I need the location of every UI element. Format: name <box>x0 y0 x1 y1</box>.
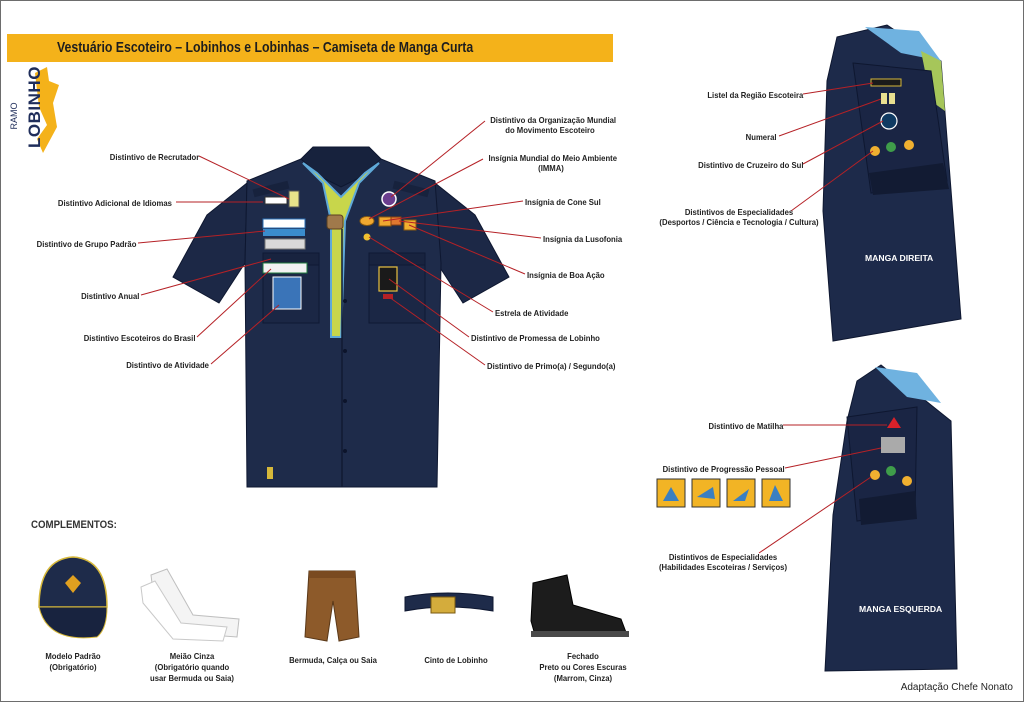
caption-bermuda-line1: Bermuda, Calça ou Saia <box>289 655 377 665</box>
cap-illustration <box>39 557 107 638</box>
label-especialidades-direita <box>656 207 822 227</box>
label-cruzeiro: Distintivo de Cruzeiro do Sul <box>697 160 803 170</box>
label-imma-line2: (IMMA) <box>538 163 564 173</box>
label-especialidades-direita-line1: Distintivos de Especialidades <box>684 207 794 217</box>
label-escoteiros-brasil: Distintivo Escoteiros do Brasil <box>83 333 195 343</box>
label-promessa: Distintivo de Promessa de Lobinho <box>471 333 600 343</box>
caption-bermuda <box>276 655 390 666</box>
label-organizacao-mundial-line1: Distintivo da Organização Mundial <box>490 115 617 125</box>
caption-manga-esquerda: MANGA ESQUERDA <box>859 604 943 614</box>
label-anual: Distintivo Anual <box>80 291 139 301</box>
illustration-canvas <box>1 1 1023 701</box>
label-listel: Listel da Região Escoteira <box>707 90 803 100</box>
caption-calcado-line2: Preto ou Cores Escuras <box>539 662 627 672</box>
caption-meiao-line3: usar Bermuda ou Saia) <box>150 673 234 683</box>
label-cone-sul: Insígnia de Cone Sul <box>525 197 601 207</box>
belt-illustration <box>405 593 493 613</box>
label-progressao: Distintivo de Progressão Pessoal <box>662 464 785 474</box>
branch-name: LOBINHO <box>25 66 44 148</box>
caption-meiao-line2: (Obrigatório quando <box>154 662 230 672</box>
label-atividade: Distintivo de Atividade <box>126 360 209 370</box>
label-especialidades-esquerda-line1: Distintivos de Especialidades <box>668 552 778 562</box>
label-especialidades-esquerda-line2: (Habilidades Escoteiras / Serviços) <box>658 562 788 572</box>
left-sleeve-shirt <box>825 365 957 671</box>
socks-illustration <box>141 569 239 641</box>
label-imma <box>488 153 618 173</box>
label-organizacao-mundial <box>490 115 617 135</box>
caption-meiao-line1: Meião Cinza <box>169 651 215 661</box>
label-boa-acao: Insígnia de Boa Ação <box>527 270 605 280</box>
label-especialidades-esquerda <box>657 552 789 572</box>
label-numeral: Numeral <box>746 132 777 142</box>
page-title: Vestuário Escoteiro – Lobinhos e Lobinhas – Camiseta de Manga Curta <box>57 39 474 56</box>
caption-manga-direita: MANGA DIREITA <box>865 253 934 263</box>
caption-calcado <box>528 651 638 684</box>
caption-meiao <box>134 651 250 684</box>
caption-cinto-line1: Cinto de Lobinho <box>424 655 488 665</box>
complements-title: COMPLEMENTOS: <box>31 519 117 531</box>
label-estrela: Estrela de Atividade <box>495 308 569 318</box>
caption-calcado-line1: Fechado <box>567 651 599 661</box>
shorts-illustration <box>305 571 359 641</box>
caption-bone-line2: (Obrigatório) <box>49 662 97 672</box>
label-imma-line1: Insígnia Mundial do Meio Ambiente <box>488 153 618 163</box>
label-primo: Distintivo de Primo(a) / Segundo(a) <box>487 361 616 371</box>
label-grupo-padrao: Distintivo de Grupo Padrão <box>36 239 136 249</box>
caption-calcado-line3: (Marrom, Cinza) <box>553 673 613 683</box>
front-shirt <box>173 147 509 487</box>
label-matilha: Distintivo de Matilha <box>708 421 783 431</box>
label-especialidades-direita-line2: (Desportos / Ciência e Tecnologia / Cultura) <box>659 217 819 227</box>
caption-cinto <box>405 655 506 666</box>
label-lusofonia: Insígnia da Lusofonia <box>543 234 623 244</box>
branch-small-label: RAMO <box>9 102 19 130</box>
right-sleeve-shirt <box>823 25 961 341</box>
progression-badges <box>657 479 790 507</box>
label-idiomas: Distintivo Adicional de Idiomas <box>57 198 172 208</box>
shoe-illustration <box>531 575 629 637</box>
label-organizacao-mundial-line2: do Movimento Escoteiro <box>505 125 595 135</box>
label-recrutador: Distintivo de Recrutador <box>109 152 199 162</box>
credit-text: Adaptação Chefe Nonato <box>900 682 1013 693</box>
caption-bone <box>27 651 119 673</box>
caption-bone-line1: Modelo Padrão <box>45 651 101 661</box>
